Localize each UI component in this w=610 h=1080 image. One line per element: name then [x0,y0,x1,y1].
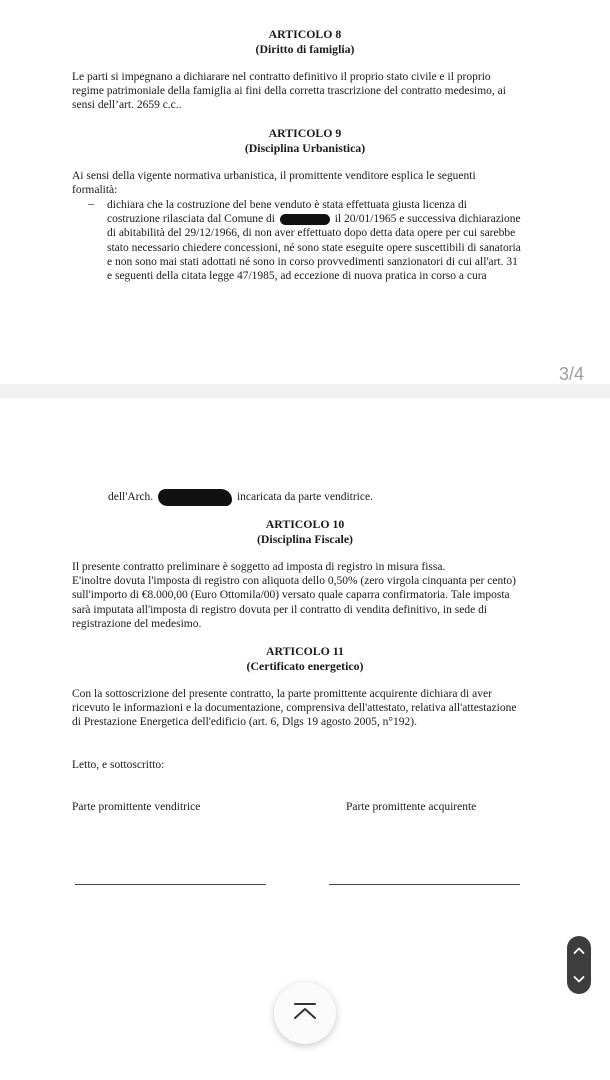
text-line: Il presente contratto preliminare è soggetto ad imposta di registro in misura fissa. [72,561,446,573]
text-line: formalità: [72,184,118,197]
text-line: registrazione del medesimo. [72,617,202,630]
article-11-title: ARTICOLO 11 [266,644,344,658]
article-9-title: ARTICOLO 9 [268,126,342,140]
back-to-top-icon [292,1001,318,1026]
text-fragment: dell'Arch. [108,491,154,504]
article-8-title: ARTICOLO 8 [268,27,342,41]
text-line: stato necessario chiedere concessioni, né sono state eseguite opere suscettibili di sanatoria [107,241,521,254]
text-line: e non sono mai stati adottati né sono in corso provvedimenti sanzionatori di cui all'art. 31 [107,255,518,268]
bullet-dash: – [88,196,94,210]
signature-line-buyer [329,884,520,885]
text-line: Con la sottoscrizione del presente contratto, la parte promittente acquirente dichiara di aver [72,688,492,700]
article-8-subtitle: (Diritto di famiglia) [255,42,355,56]
article-9-bullet [107,198,538,283]
article-9-continuation [108,489,538,506]
text-line: Le parti si impegnano a dichiarare nel contratto definitivo il proprio stato civile e il proprio [72,71,491,83]
signature-label-buyer: Parte promittente acquirente [346,801,477,813]
chevron-down-icon[interactable] [573,975,585,984]
page-scroll-control[interactable] [567,936,591,994]
text-line: e seguenti della citata legge 47/1985, ad eccezione di nuova pratica in corso a cura [107,270,487,283]
back-to-top-button[interactable] [274,982,336,1044]
document-page-3 [0,0,610,384]
article-11-text [72,687,538,730]
redaction-mark [158,489,232,506]
redaction-mark [280,214,330,225]
text-line: sarà imputata all'imposta di registro dovuta per il contratto di vendita definitivo, in sede di [72,603,488,616]
text-fragment: costruzione rilasciata dal Comune di [107,213,275,226]
article-10-title: ARTICOLO 10 [265,517,345,531]
article-11-subtitle: (Certificato energetico) [246,659,364,673]
text-line: dichiara che la costruzione del bene venduto è stata effettuata giusta licenza di [107,199,467,211]
article-9-subtitle: (Disciplina Urbanistica) [244,141,366,155]
signature-line-seller [75,884,266,885]
page-counter: 3/4 [558,364,584,384]
article-9-intro [72,169,538,197]
article-10-text [72,560,538,631]
text-line: sensi dell’art. 2659 c.c.. [72,99,182,112]
text-fragment: il 20/01/1965 e successiva dichiarazione [334,213,521,226]
chevron-up-icon[interactable] [573,946,585,955]
article-8-text [72,70,538,113]
text-line: di Prestazione Energetica dell'edificio (art. 6, Dlgs 19 agosto 2005, n°192). [72,716,417,729]
text-line: regime patrimoniale della famiglia ai fini della corretta trascrizione del contratto medesimo, ai [72,85,506,98]
article-10-subtitle: (Disciplina Fiscale) [256,532,353,546]
signature-label-seller: Parte promittente venditrice [72,801,201,813]
text-line: E'inoltre dovuta l'imposta di registro con aliquota dello 0,50% (zero virgola cinquanta per cento) [72,575,516,588]
text-fragment: incaricata da parte venditrice. [236,491,373,504]
text-line: Ai sensi della vigente normativa urbanistica, il promittente venditore esplica le seguenti [72,170,476,182]
text-line: di abitabilità del 29/12/1966, di non aver effettuato dopo detta data opere per cui sarebbe [107,227,516,240]
text-line: ricevuto le informazioni e la documentazione, comprensiva dell'attestato, relativa all'attestazione [72,702,517,715]
text-line [107,212,538,226]
closing-text: Letto, e sottoscritto: [72,759,165,771]
text-line: sull'importo di €8.000,00 (Euro Ottomila/00) versato quale caparra confirmatoria. Tale imposta [72,589,510,602]
